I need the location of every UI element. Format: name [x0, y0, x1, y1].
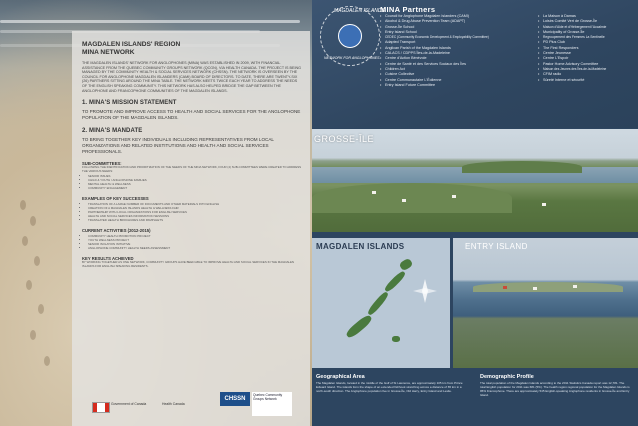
house — [372, 191, 376, 194]
qcgn-logo: Quebec Community Groups Network — [252, 392, 292, 416]
hill — [462, 161, 582, 173]
list-item: • Municipality of Grosse-Île — [538, 30, 606, 35]
house — [573, 285, 577, 288]
magdalen-map — [312, 238, 450, 368]
list-item: • Council for Anglophone Magdalen Islanders (CAMI) — [380, 14, 489, 19]
partners-section — [312, 0, 638, 128]
mission-heading: 1. MINA'S MISSION STATEMENT — [82, 100, 177, 107]
list-item: • SENIOR ISSUES — [88, 174, 302, 178]
list-item: • PARTNERSHIP WITH LOCAL ORGANIZATIONS FOR ENGLISH SERVICES — [88, 210, 302, 214]
list-item: • ANGLOPHONE COMMUNITY HEALTH NEEDS ASSESSMENT — [88, 246, 302, 250]
footprint — [22, 236, 28, 246]
house — [503, 286, 507, 289]
grosse-ile-title: GROSSE-ÎLE — [314, 134, 375, 144]
list-item: • Centre L'Espoir — [538, 56, 606, 61]
list-item: • Children Act — [380, 67, 489, 72]
grosse-ile-photo — [312, 129, 638, 232]
list-item: • CHILD & YOUTH / ANGLOPHONE FAMILIES — [88, 178, 302, 182]
partners-title: MINA Partners — [380, 5, 436, 14]
list-item: • Anglican Parish of the Magdalen Islands — [380, 46, 489, 51]
list-item: • Maison d'Aide et d'Hébergement l'Accalmie — [538, 25, 606, 30]
footprint — [20, 200, 26, 210]
network-title-line1: MAGDALEN ISLANDS' REGION — [82, 41, 181, 48]
list-item: • CREATION OF A MAGDALEN ISLANDS HEALTH & WELLNESS FAIR — [88, 206, 302, 210]
logo-wordmark-bottom: NETWORK FOR ANGLOPHONES — [324, 56, 380, 60]
hill — [312, 183, 512, 213]
island-shape — [399, 258, 414, 272]
map-title: MAGDALEN ISLANDS — [316, 242, 405, 251]
list-item: • Cuisine Collective — [380, 72, 489, 77]
list-item: • The First Responders — [538, 46, 606, 51]
subcommittees-heading: SUB-COMMITTEES: — [82, 161, 122, 167]
house — [542, 203, 546, 206]
current-heading: CURRENT ACTIVITIES (2012-2015) — [82, 228, 151, 234]
hill — [473, 282, 623, 292]
list-item: • Alcohol & Drug Abuse Prevention Team (ADAPT) — [380, 19, 489, 24]
list-item: • PD Plus Club — [538, 40, 606, 45]
list-item: • La Maison à Damas — [538, 14, 606, 19]
chssn-logo: CHSSN — [220, 392, 250, 406]
list-item: • Entry Island School — [380, 30, 489, 35]
mandate-text: TO BRING TOGETHER KEY INDIVIDUALS INCLUDING REPRESENTATIVES FROM LOCAL ORGANIZATIONS AND RELATED INSTITUTIONS AND HEALTH AND SOCIAL SERVICES PROFESSIONALS. — [82, 137, 274, 155]
island-shape — [392, 336, 400, 342]
examples-heading: EXAMPLES OF KEY SUCCESSES — [82, 196, 149, 202]
list-item: • Sûreté Interne et sécurité — [538, 78, 606, 83]
mandate-heading: 2. MINA'S MANDATE — [82, 128, 143, 135]
list-item: • Entry Island Future Committee — [380, 83, 489, 88]
list-item: • CALACS / CDPPS Îles-de-la-Madeleine — [380, 51, 489, 56]
list-item: • COMMUNITY ENGAGEMENT — [88, 186, 302, 190]
house — [452, 195, 456, 198]
list-item: • Loisirs Comité Vert de Grosse-Île — [538, 19, 606, 24]
island-shape — [383, 270, 406, 293]
list-item: • CEDEC (Community Economic Development & Employability Committee) — [380, 35, 489, 40]
list-item: • Centre de Santé et des Services Sociaux des Îles — [380, 62, 489, 67]
footprint — [26, 280, 32, 290]
demo-heading: Demographic Profile — [480, 374, 534, 380]
list-item: • TRANSLATION OF A LARGE NUMBER OF DOCUMENTS AND OTHER MATERIALS INTO ENGLISH — [88, 202, 302, 206]
list-item: • TRANSLATED HEALTH BROCHURES AND PAMPHLETS — [88, 218, 302, 222]
list-item: • Centre Communautaire L'Éolienne — [380, 78, 489, 83]
examples-list — [82, 202, 302, 222]
entry-island-title: ENTRY ISLAND — [465, 242, 528, 251]
entry-island-photo — [453, 238, 638, 368]
subcommittees-list — [82, 174, 302, 190]
sponsor-logos — [92, 388, 302, 418]
list-item: • YOUTH WELLNESS PROJECT — [88, 238, 302, 242]
list-item: • Adapted Transport — [380, 40, 489, 45]
geo-heading: Geographical Area — [316, 374, 365, 380]
beach-background — [0, 0, 312, 426]
surf-line — [0, 20, 300, 23]
list-item: • COMMUNITY HEALTH PROMOTION PROJECT — [88, 234, 302, 238]
list-item: • HEALTH AND SOCIAL SERVICES INFORMATION SESSIONS — [88, 214, 302, 218]
footprint — [38, 304, 44, 314]
partners-list-col1 — [380, 14, 489, 88]
list-item: • Maison des Jeunes des Îles-de-la-Madeleine — [538, 67, 606, 72]
canada-flag-icon — [92, 402, 110, 413]
list-item: • Grosse-Île School — [380, 25, 489, 30]
footprint — [30, 330, 36, 340]
health-canada-logo-text: Health Canada — [162, 402, 185, 406]
list-item: • MENTAL HEALTH & WELLNESS — [88, 182, 302, 186]
demographic-profile — [480, 374, 630, 398]
list-item: • Regroupement des Femmes La Sentinelle — [538, 35, 606, 40]
list-item: • Centre Jeunesse — [538, 51, 606, 56]
info-panel — [72, 31, 310, 426]
mission-text: TO PROMOTE AND IMPROVE ACCESS TO HEALTH AND SOCIAL SERVICES FOR THE ANGLOPHONE POPULATION OF THE MAGDALEN ISLANDS. — [82, 109, 301, 121]
network-intro: THE MAGDALEN ISLANDS' NETWORK FOR ANGLOPHONES (MINA) WAS ESTABLISHED IN 2009, WITH FINANCIAL ASSISTANCE FROM THE QUEBEC COMMUNITY GROUPS NETWORK (QCGN), VIA HEALTH CANADA. THE PROJECT IS BEING MANAGED BY THE COMMUNITY HEALTH & SOCIAL SERVICES NETWORK (CHSSN). THE NETWORK IS OVERSEEN BY THE COUNCIL FOR ANGLOPHONE MAGDALEN ISLANDERS (CAMI) BOARD OF DIRECTORS. TO DATE, THERE ARE TWENTY-SIX (26) PARTNERS SITTING AROUND THE MINA TABLE. THE NETWORK MEETS TWICE EACH YEAR TO ADDRESS THE NEEDS OF THE ENGLISH SPEAKING COMMUNITY. THIS NETWORK HAS ALSO HELPED BRIDGE THE GAP BETWEEN THE ANGLOPHONE AND FRANCOPHONE COMMUNITIES OF THE MAGDALEN ISLANDS. — [82, 61, 302, 93]
partners-list-col2 — [538, 14, 606, 83]
footprint — [44, 356, 50, 366]
island-shape — [366, 291, 389, 317]
compass-rose-icon — [412, 278, 438, 304]
network-title-line2: MINA NETWORK — [82, 49, 135, 56]
list-item: • Pastor Home Advisory Committee — [538, 62, 606, 67]
demo-text: The total population of the Magdalen Islands according to the 2011 Statistics Canada report was 12,781. The total English population for 2011 was 681 (5%). The health region regional population for the Magdalen Islands is 95% Francophone. There are approximately 545 English-speaking Anglophone residents in Grosse-Île and Entry Island. — [480, 381, 630, 397]
island-shape — [345, 313, 374, 339]
house — [402, 199, 406, 202]
mina-logo-icon — [338, 24, 362, 48]
list-item: • Centre d'Action Bénévole — [380, 56, 489, 61]
list-item: • CFIM radio — [538, 72, 606, 77]
right-panel — [312, 0, 638, 426]
footprint — [34, 256, 40, 266]
current-list — [82, 234, 302, 250]
results-heading: KEY RESULTS ACHIEVED — [82, 256, 134, 262]
subcommittees-intro: FOLLOWING THE IDENTIFICATION AND PRIORITIZATION OF THE NEEDS OF THE MINA NETWORK, FOUR (4) SUB-COMMITTEES WERE CREATED TO ADDRESS THE VARIOUS NEEDS: — [82, 165, 302, 173]
footprint — [30, 216, 36, 226]
geo-text: The Magdalen Islands, located in the middle of the Gulf of St Lawrence, are approximately 105 km from Prince Edward Island. The islands form the shape of an extended fishhook stretching across a distance of 65 km in a north-south direction. The Anglophone population live in Grosse-Île, Old Harry, Entry Island and Leslie. — [316, 381, 463, 393]
logo-wordmark-top: MAGDALEN ISLANDS — [334, 8, 385, 14]
house — [533, 287, 537, 290]
canada-logo-text: Government of Canada — [111, 402, 147, 406]
results-text: BY WORKING TOGETHER AS ONE NETWORK, COMMUNITY GROUPS HAVE BEEN ABLE TO IMPROVE HEALTH AND SOCIAL SERVICES IN THE MAGDALEN ISLANDS FOR ENGLISH SPEAKING RESIDENTS. — [82, 260, 295, 268]
geographical-area — [316, 374, 466, 394]
list-item: • SENIOR ISOLATION INITIATIVE — [88, 242, 302, 246]
network-title — [82, 41, 302, 57]
